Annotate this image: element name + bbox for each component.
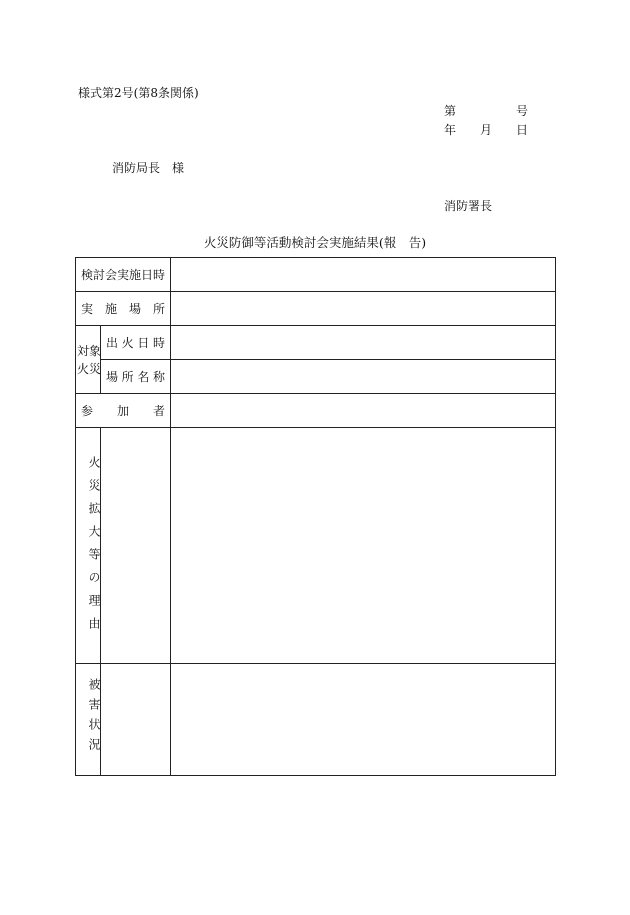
field-damage[interactable] — [171, 664, 556, 776]
date-day: 日 — [516, 123, 529, 137]
field-place[interactable] — [171, 292, 556, 326]
label-place: 実 施 場 所 — [76, 292, 171, 326]
date-month: 月 — [480, 123, 493, 137]
number-go: 号 — [516, 104, 529, 118]
label-place-name: 場所名称 — [101, 360, 171, 394]
form-number: 様式第2号(第8条関係) — [78, 86, 199, 100]
row-participants — [76, 394, 556, 428]
field-participants[interactable] — [171, 394, 556, 428]
addressee — [112, 161, 184, 175]
field-reason-sub[interactable] — [101, 428, 171, 664]
addressee-honorific: 様 — [172, 161, 185, 175]
label-meeting-datetime: 検討会実施日時 — [76, 258, 171, 292]
label-target-fire — [76, 326, 101, 394]
label-damage: 被害状況 — [76, 664, 101, 776]
row-place-name — [76, 360, 556, 394]
field-damage-sub[interactable] — [101, 664, 171, 776]
field-reason[interactable] — [171, 428, 556, 664]
row-damage — [76, 664, 556, 776]
row-meeting-datetime — [76, 258, 556, 292]
number-dai: 第 — [444, 104, 457, 118]
row-reason — [76, 428, 556, 664]
document-title: 火災防御等活動検討会実施結果(報 告) — [203, 235, 427, 250]
target-fire-text: 対象火災 — [76, 343, 101, 376]
addressee-name: 消防局長 — [112, 161, 161, 175]
label-reason: 火災拡大等の理由 — [76, 428, 101, 664]
field-place-name[interactable] — [171, 360, 556, 394]
row-fire-datetime — [76, 326, 556, 360]
field-meeting-datetime[interactable] — [171, 258, 556, 292]
document-number — [444, 104, 529, 118]
date-year: 年 — [444, 123, 457, 137]
label-fire-datetime: 出火日時 — [101, 326, 171, 360]
field-fire-datetime[interactable] — [171, 326, 556, 360]
sender: 消防署長 — [444, 199, 493, 213]
label-participants: 参 加 者 — [76, 394, 171, 428]
report-form-table — [75, 257, 556, 776]
row-place — [76, 292, 556, 326]
